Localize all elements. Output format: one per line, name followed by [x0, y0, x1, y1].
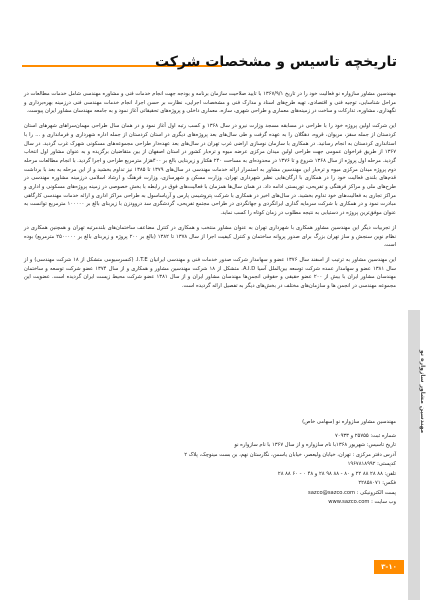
registration-number: شماره ثبت: ۲۵۷۵۵ و ۷۰۹۳۳ [335, 432, 396, 439]
company-contact-info [96, 418, 396, 508]
office-address: آدرس دفتر مرکزی : تهران، خیابان ولیعصر، خیابان یاسمن، نگارستان نهم، بن بست مینوچک، پلاک ۲ [184, 451, 396, 458]
postal-code: کدپستی: ۱۹۶۷۸۱۸۹۹۲ [347, 461, 396, 467]
paragraph-projects: این شرکت اولین پروژه خود را با طراحی در مسابقه مسجد وزارت نیرو در سال ۱۳۶۸ و کسب رتبه اول آغاز نمود و در همان سال طراحی مهمان‌سراهای شهرهای استان کردستان از جمله سقز، مریوان، قروه، دهگلان را به عهده گرفت و طی سال‌های بعد پروژه‌های دیگری در استان کردستان از جمله اداره شهرداری و فرمانداری و ... را با استانداری کردستان به انجام رسانید. در همکاری با سازمان نوسازی اراضی غرب تهران در سال‌های بعد عهده‌دار طراحی مجموعه‌های مسکونی شهرک غرب گردید. در سال ۱۳۶۷ از طریق فراخوان عمومی جهت طراحی اولین میدان مرکزی عرضه میوه و تره‌بار کشور در استان اصفهان از بین متقاضیان برگزیده و به عنوان مشاور اول انتخاب گردید. مرحله اول پروژه از سال ۱۳۶۸ شروع و تا ۱۳۷۶ در محدوده‌ای به مساحت ۲۴۰ هکتار و زیربنایی بالغ بر ۴۰۰هزار مترمربع طراحی و اجرا گردید. با انجام مطالعات مرحله دوم پروژه میدان مرکزی میوه و تره‌بار این مهندسین مشاور به استمرار ارائه خدمات مهندسی در سال‌های ۱۳۷۹ تا ۱۳۸۵ نیز تداوم بخشید و از این مرحله به بعد با برداشت قدم‌های بلندی فعالیت خود را در همکاری با ارگان‌هایی نظیر شهرداری تهران، وزارت مسکن و شهرسازی، وزارت فرهنگ و ارشاد اسلامی درزمینه مشاوره مهندسی در طرح‌های ملی و مراکز فرهنگی و تفریحی، توریستی ادامه داد. در همان سال‌ها همزمان با فعالیت‌های فوق در رابطه با بخش خصوصی در زمینه پروژه‌های مسکونی و اداری و مراکز تجاری به فعالیت‌های خود تداوم بخشید. در سال‌های اخیر در همکاری با شرکت پتروشیمی پارس و آریاساسول به طراحی مراکز اداری و ارائه خدمات مهندسی کارگاهی مبادرت نمود و در همکاری با شرکت سرمایه گذاری ایرانگردی و جهانگردی در طراحی مجتمع تفریحی، گردشگری سد دروودزن با زیربنای بالغ بر ۱۰۰۰۰۰ مترمربع توانست به عنوان موفق‌ترین پروژه در دستیابی به نتیجه مطلوب در زمان کوتاه را کسب نماید. [24, 123, 397, 217]
establishment-date: تاریخ تاسیس: شهریور ۱۳۶۸با نام سازواره و از سال ۱۳۶۷ با نام سازواره نو [234, 442, 396, 448]
page-title: تاریخچه تاسیس و مشخصات شرکت [154, 54, 397, 70]
website-label: وب سایت : [371, 499, 396, 505]
company-name: مهندسین مشاور سازواره نو (سهامی خاص) [302, 419, 396, 425]
body-text [24, 90, 396, 297]
title-block [22, 54, 397, 74]
phone-numbers: تلفن: ۸۸ ۲۸ ۸۸ ۲۲ و ۸۰ - ۸۸ ۹۸ ۲۸ و ۴۸ ۰ - ۶۰ ۸۸ ۲۸ [277, 470, 396, 477]
fax-number: فکس: ۲۲۸۵۸۰۷۱ [358, 480, 396, 486]
paragraph-history-founding: مهندسین مشاور سازواره نو فعالیت خود را در تاریخ ۱۳۶۷/۹/۱ با تایید صلاحیت سازمان برنامه و بودجه جهت انجام خدمات فنی و مشاوره مهندسی شامل خدمات مطالعات در مراحل شناسایی، توجیه فنی و اقتصادی، تهیه طرح‌های اسناد و مدارک فنی و مشخصات اجرایی، نظارت بر حسن اجرا، انجام خدمات مهندسی فنی درزمینه بهره‌برداری و نگهداری، مشاوره، تدارکات و ساخت در زمینه‌های معماری و طراحی شهری، سازه، معماری داخلی و پروژه‌های تحقیقاتی آغاز نمود و به جامعه مهندسان مشاور ایران پیوست. [24, 91, 397, 115]
email-row [96, 489, 396, 499]
side-tab [408, 310, 426, 600]
email-label: پست الکترونیکی : [356, 489, 396, 496]
website-link[interactable]: www.sazco.com [328, 499, 370, 505]
email-address[interactable]: sazco@sazco.com [308, 489, 356, 496]
paragraph-memberships: این مهندسین مشاور به ترتیب از اسفند سال ۱۳۷۶ عضو و سهامدار شرکت صدور خدمات فنی و مهندسی ایرانیان I.T.E. (کنسرسیومی متشکل از ۱۸ شرکت مهندسی) و از سال ۱۳۸۱ عضو و سهامدار عمده شرکت توسعه بین‌الملل آسیا A.I.D. متشکل از ۱۸ شرکت مهندسین مشاور و همکاری و از سال ۱۳۷۴ عضو شرکت توسعه و ساختمان مهندسان مشاور ایران با بیش از ۲۰۰ عضو حقیقی و حقوقی انجمن‌ها مهندسان مشاور ایران و از سال ۱۳۸۱ عضو شرکت محیط زیست ایران گردیده است. عضویت این مجموعه مهندسی در انجمن ها و سازمان‌های مختلف در بخش‌های دیگر به تفصیل ارائه گردیده است. [24, 256, 397, 290]
page-number: ١٠-٣ [374, 560, 404, 574]
paragraph-experience: از تجربیات دیگر این مهندسین مشاور همکاری با شهرداری تهران به عنوان مشاور منتخب و همکاری در کنترل مضاعف ساختمان‌های بلندمرتبه تهران و همچنین همکاری در نظام نوین سنجش و ساز تهران بزرگ برای صدور پروانه ساختمان و کنترل کیفیت اجرا از سال ۱۳۷۸ تا ۱۳۸۲ (بالغ بر ۲۰۰ پروژه و زیربنای بالغ بر ۲۵۰۰۰۰۰ مترمربع) بوده است. [24, 224, 396, 249]
website-row [96, 498, 396, 508]
side-tab-label: مهندسین مشاور سازواره نو [419, 350, 426, 434]
